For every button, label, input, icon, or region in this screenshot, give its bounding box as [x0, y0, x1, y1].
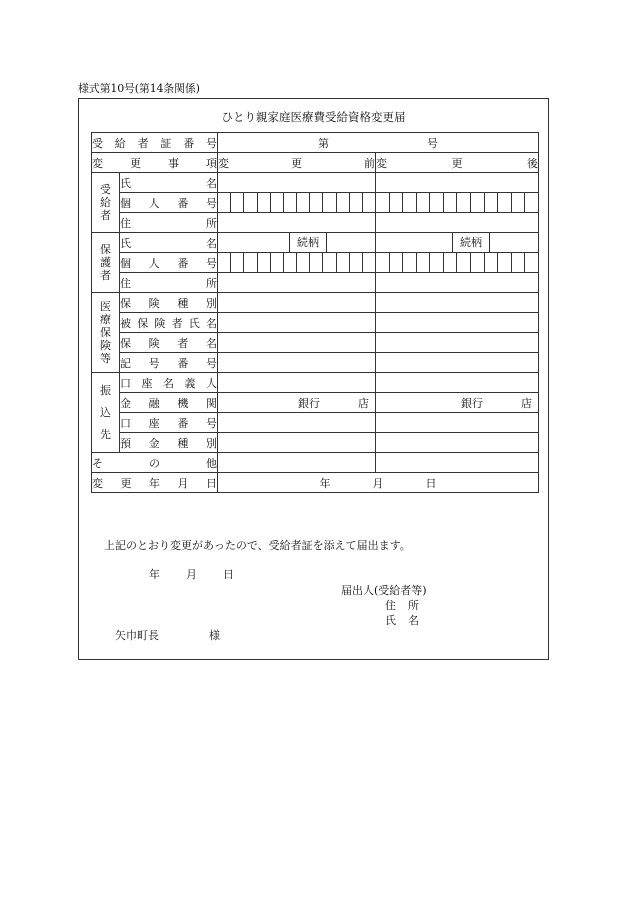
- recipient-name-label: 氏 名: [120, 173, 218, 193]
- recipient-name-before[interactable]: [218, 173, 376, 193]
- before-header: 変 更 前: [218, 153, 376, 173]
- deposit-type-label: 預 金 種 別: [120, 433, 218, 453]
- insured-name-before[interactable]: [218, 313, 376, 333]
- recipient-address-label: 住 所: [120, 213, 218, 233]
- addressee-mayor: 矢巾町長 様: [115, 629, 220, 642]
- row-other: [92, 453, 539, 473]
- recipient-name-after[interactable]: [376, 173, 539, 193]
- submission-date[interactable]: 年 月 日: [149, 568, 234, 581]
- insurer-name-label: 保 険 者 名: [120, 333, 218, 353]
- recipient-personal-no-before[interactable]: [218, 193, 376, 213]
- applicant-address[interactable]: 住 所: [385, 599, 419, 612]
- insurer-name-after[interactable]: [376, 333, 539, 353]
- guardian-name-label: 氏 名: [120, 233, 218, 253]
- guardian-address-before[interactable]: [218, 273, 376, 293]
- change-date-field[interactable]: 年 月 日: [218, 473, 539, 493]
- account-no-label: 口 座 番 号: [120, 413, 218, 433]
- row-account-name: [92, 373, 539, 393]
- symbol-no-after[interactable]: [376, 353, 539, 373]
- row-insured-name: [92, 313, 539, 333]
- row-change-date: [92, 473, 539, 493]
- other-after[interactable]: [376, 453, 539, 473]
- guardian-address-after[interactable]: [376, 273, 539, 293]
- account-name-before[interactable]: [218, 373, 376, 393]
- insured-name-label: 被 保 険 者 氏 名: [120, 313, 218, 333]
- change-date-label: 変 更 年 月 日: [92, 473, 218, 493]
- form-number-label: 様式第10号(第14条関係): [78, 82, 200, 95]
- other-before[interactable]: [218, 453, 376, 473]
- insurance-section-label: 医療保険等: [92, 293, 120, 373]
- bank-label: 金 融 機 関: [120, 393, 218, 413]
- symbol-no-label: 記 号 番 号: [120, 353, 218, 373]
- guardian-address-label: 住 所: [120, 273, 218, 293]
- row-guardian-name: [92, 233, 539, 253]
- row-deposit-type: [92, 433, 539, 453]
- recipient-personal-no-after[interactable]: [376, 193, 539, 213]
- bank-before[interactable]: 銀行 店: [218, 393, 376, 413]
- ins-type-label: 保 険 種 別: [120, 293, 218, 313]
- row-ins-type: [92, 293, 539, 313]
- guardian-section-label: 保護者: [92, 233, 120, 293]
- applicant-label: 届出人(受給者等): [341, 584, 427, 597]
- insurer-name-before[interactable]: [218, 333, 376, 353]
- cert-number-field[interactable]: 第 号: [218, 133, 539, 153]
- deposit-type-before[interactable]: [218, 433, 376, 453]
- declaration-statement: 上記のとおり変更があったので、受給者証を添えて届出ます。: [104, 539, 411, 552]
- form-title: ひとり親家庭医療費受給資格変更届: [221, 110, 406, 124]
- other-label: そ の 他: [92, 453, 218, 473]
- recipient-section-label: 受給者: [92, 173, 120, 233]
- row-bank: [92, 393, 539, 413]
- change-item-header: 変 更 事 項: [92, 153, 218, 173]
- guardian-personal-no-before[interactable]: [218, 253, 376, 273]
- change-form-table: [91, 132, 539, 493]
- row-insurer-name: [92, 333, 539, 353]
- ins-type-after[interactable]: [376, 293, 539, 313]
- deposit-type-after[interactable]: [376, 433, 539, 453]
- ins-type-before[interactable]: [218, 293, 376, 313]
- account-name-after[interactable]: [376, 373, 539, 393]
- guardian-personal-no-after[interactable]: [376, 253, 539, 273]
- insured-name-after[interactable]: [376, 313, 539, 333]
- bank-after[interactable]: 銀行 店: [376, 393, 539, 413]
- guardian-personal-no-label: 個 人 番 号: [120, 253, 218, 273]
- applicant-name[interactable]: 氏 名: [385, 614, 419, 627]
- guardian-name-after[interactable]: [376, 233, 539, 253]
- relationship-label-after: 続柄: [452, 233, 490, 252]
- row-recipient-address: [92, 213, 539, 233]
- row-header: [92, 153, 539, 173]
- account-no-after[interactable]: [376, 413, 539, 433]
- recipient-address-after[interactable]: [376, 213, 539, 233]
- guardian-name-before[interactable]: [218, 233, 376, 253]
- symbol-no-before[interactable]: [218, 353, 376, 373]
- account-name-label: 口 座 名 義 人: [120, 373, 218, 393]
- row-guardian-personal-no: [92, 253, 539, 273]
- row-recipient-personal-no: [92, 193, 539, 213]
- transfer-section-label: 振 込 先: [92, 373, 120, 453]
- after-header: 変 更 後: [376, 153, 539, 173]
- cert-number-label: 受 給 者 証 番 号: [92, 133, 218, 153]
- row-recipient-name: [92, 173, 539, 193]
- account-no-before[interactable]: [218, 413, 376, 433]
- row-cert-number: [92, 133, 539, 153]
- recipient-personal-no-label: 個 人 番 号: [120, 193, 218, 213]
- row-symbol-no: [92, 353, 539, 373]
- recipient-address-before[interactable]: [218, 213, 376, 233]
- relationship-label-before: 続柄: [289, 233, 327, 252]
- row-account-no: [92, 413, 539, 433]
- row-guardian-address: [92, 273, 539, 293]
- form-frame: [78, 98, 549, 660]
